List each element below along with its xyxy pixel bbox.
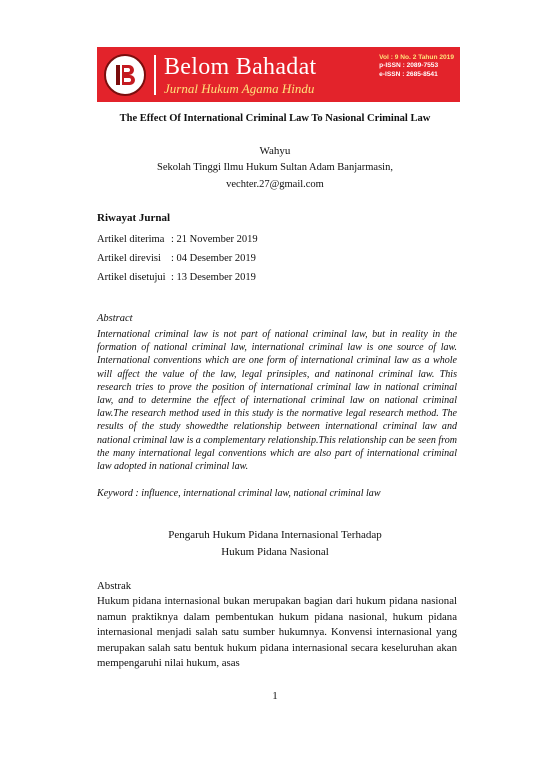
banner-divider: [154, 55, 156, 95]
revised-value: : 04 Desember 2019: [171, 253, 256, 264]
keywords: Keyword : influence, international criminal law, national criminal law: [97, 488, 381, 499]
journal-volume: Vol : 9 No. 2 Tahun 2019: [379, 54, 454, 61]
accepted-value: : 13 Desember 2019: [171, 272, 256, 283]
author-email: vechter.27@gmail.com: [226, 179, 324, 190]
page-number: 1: [272, 690, 278, 702]
accepted-label: Artikel disetujui: [97, 272, 166, 283]
e-issn: e-ISSN : 2685-8541: [379, 70, 438, 78]
p-issn: p-ISSN : 2089-7553: [379, 62, 439, 70]
received-label: Artikel diterima: [97, 234, 165, 245]
journal-logo-icon: [104, 54, 146, 96]
history-revised: [97, 253, 256, 264]
received-value: : 21 November 2019: [171, 234, 258, 245]
abstract-heading: Abstract: [97, 313, 133, 324]
journal-banner: [97, 47, 460, 102]
id-title-line1: Pengaruh Hukum Pidana Internasional Terhadap: [168, 529, 382, 541]
author-affiliation: Sekolah Tinggi Ilmu Hukum Sultan Adam Banjarmasin,: [157, 162, 393, 173]
revised-label: Artikel direvisi: [97, 253, 161, 264]
history-accepted: [97, 272, 256, 283]
abstract-text: International criminal law is not part of national criminal law, but in reality in the formation of national criminal law, international criminal law is one source of law. International conventions which are one form of international criminal law as a whole will affect the value of the law, legal prinsiples, and natinonal criminal law. This research tries to prove the position of international criminal law in national criminal law, and to determine the effect of international criminal law on national criminal law.The research method used in this study is the normative legal research method. The results of the study showedthe relationship between international criminal law and national criminal law is a complementary relationship.This relationship can be seen from the many international legal conventions which are also part of international criminal law adopted in national criminal law.: [97, 329, 457, 473]
history-heading: Riwayat Jurnal: [97, 212, 171, 224]
issn-block: [379, 54, 454, 79]
id-title-line2: Hukum Pidana Nasional: [221, 546, 329, 558]
author-name: Wahyu: [259, 145, 291, 157]
journal-name: Belom Bahadat: [164, 53, 317, 80]
abstrak-text: Hukum pidana internasional bukan merupakan bagian dari hukum pidana nasional namun praktiknya dalam pembentukan hukum pidana nasional, hukum pidana internasional menjadi salah satu sumber hukumnya. Konvensi internasional yang merupakan salah satu bentuk hukum pidana internasional secara keseluruhan akan mempengaruhi nilai hukum, asas: [97, 595, 457, 670]
paper-title: The Effect Of International Criminal Law To Nasional Criminal Law: [119, 113, 431, 124]
history-received: [97, 234, 258, 245]
journal-subtitle: Jurnal Hukum Agama Hindu: [164, 80, 315, 96]
abstrak-heading: Abstrak: [97, 580, 132, 592]
